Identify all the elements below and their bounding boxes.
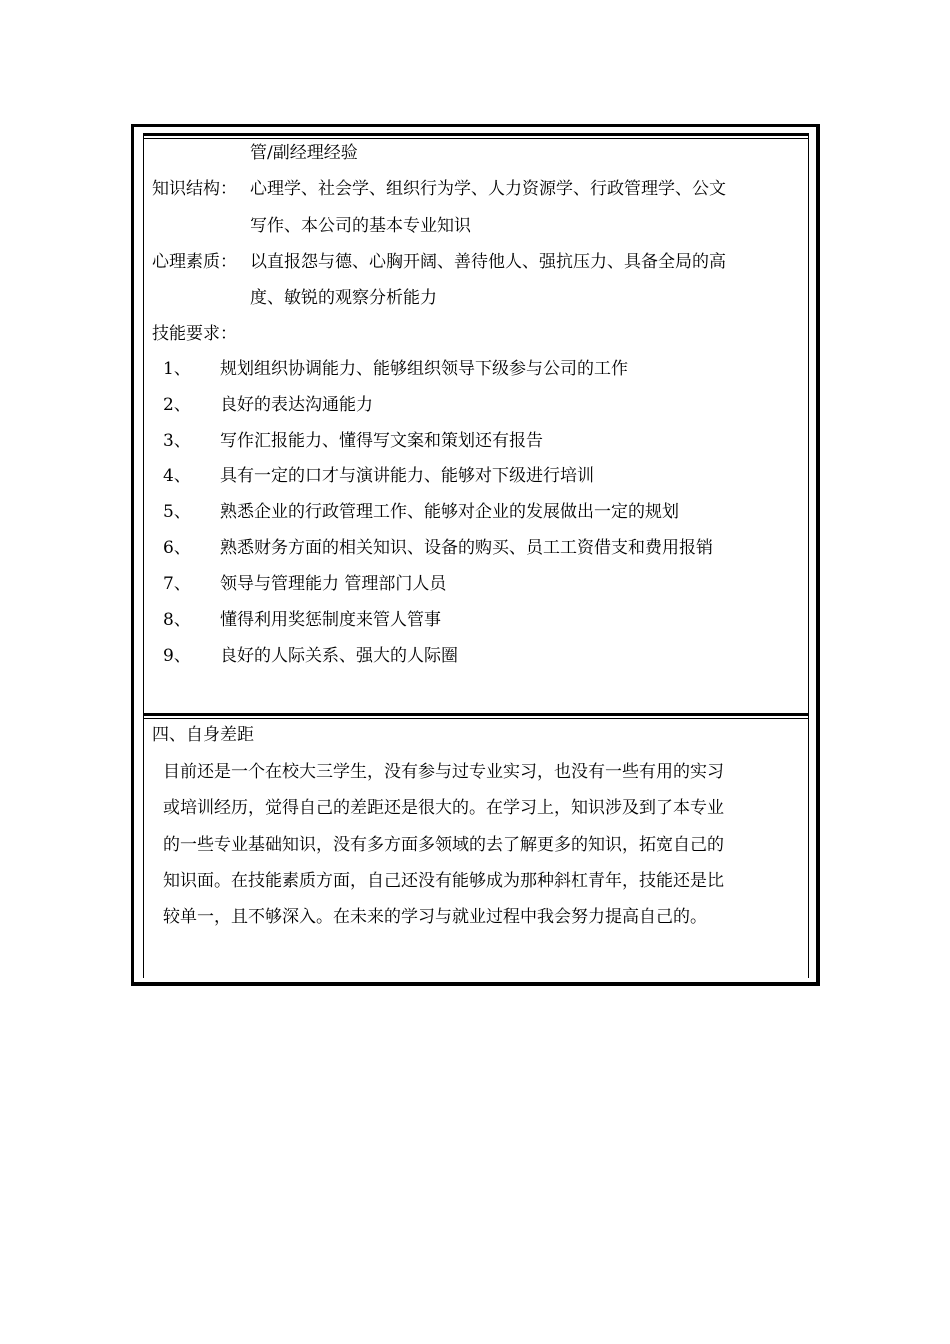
list-item: 懂得利用奖惩制度来管人管事 <box>220 610 441 630</box>
list-item: 领导与管理能力 管理部门人员 <box>220 574 447 594</box>
list-item-number: 5、 <box>163 502 191 522</box>
list-item-number: 9、 <box>163 646 191 666</box>
section-four-heading: 四、自身差距 <box>152 725 254 745</box>
paragraph-line: 或培训经历，觉得自己的差距还是很大的。在学习上，知识涉及到了本专业 <box>163 798 724 818</box>
table-inner-left-line <box>143 134 144 978</box>
knowledge-line-1: 心理学、社会学、组织行为学、人力资源学、行政管理学、公文 <box>250 179 726 199</box>
list-item: 熟悉财务方面的相关知识、设备的购买、员工工资借支和费用报销 <box>220 538 713 558</box>
list-item-number: 8、 <box>163 610 191 630</box>
psychology-line-1: 以直报怨与德、心胸开阔、善待他人、强抗压力、具备全局的高 <box>250 252 726 272</box>
psychology-label: 心理素质： <box>152 252 237 272</box>
table-top-rule-thin <box>143 138 809 139</box>
skills-label: 技能要求： <box>152 324 237 344</box>
paragraph-line: 的一些专业基础知识，没有多方面多领域的去了解更多的知识，拓宽自己的 <box>163 835 724 855</box>
experience-tail: 管/副经理经验 <box>250 143 358 163</box>
psychology-line-2: 度、敏锐的观察分析能力 <box>250 288 437 308</box>
section-divider-thick <box>143 713 809 716</box>
list-item-number: 6、 <box>163 538 191 558</box>
table-top-rule-thick <box>143 133 809 136</box>
paragraph-line: 较单一，且不够深入。在未来的学习与就业过程中我会努力提高自己的。 <box>163 907 707 927</box>
paragraph-line: 目前还是一个在校大三学生，没有参与过专业实习，也没有一些有用的实习 <box>163 762 724 782</box>
list-item: 规划组织协调能力、能够组织领导下级参与公司的工作 <box>220 359 628 379</box>
list-item-number: 2、 <box>163 395 191 415</box>
list-item: 良好的表达沟通能力 <box>220 395 373 415</box>
list-item-number: 7、 <box>163 574 191 594</box>
section-divider-thin <box>143 718 809 719</box>
list-item: 写作汇报能力、懂得写文案和策划还有报告 <box>220 431 543 451</box>
table-inner-right-line <box>808 134 809 978</box>
list-item: 熟悉企业的行政管理工作、能够对企业的发展做出一定的规划 <box>220 502 679 522</box>
list-item-number: 3、 <box>163 431 191 451</box>
list-item-number: 1、 <box>163 359 191 379</box>
paragraph-line: 知识面。在技能素质方面，自己还没有能够成为那种斜杠青年，技能还是比 <box>163 871 724 891</box>
list-item-number: 4、 <box>163 466 191 486</box>
list-item: 良好的人际关系、强大的人际圈 <box>220 646 458 666</box>
list-item: 具有一定的口才与演讲能力、能够对下级进行培训 <box>220 466 594 486</box>
knowledge-label: 知识结构： <box>152 179 237 199</box>
knowledge-line-2: 写作、本公司的基本专业知识 <box>250 216 471 236</box>
